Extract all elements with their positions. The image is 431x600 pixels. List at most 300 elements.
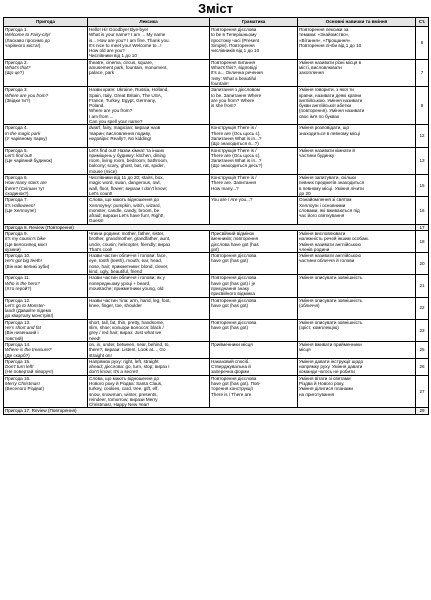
cell-line: He's short and fat — [5, 325, 41, 331]
cell-line: Where are you from? — [5, 92, 49, 98]
cell-line: Конструкція There is / — [211, 175, 257, 181]
cell-line: kind, ugly, beautiful, friend — [89, 269, 143, 275]
cell-line: Уміння описувати зовнішність — [299, 275, 363, 281]
cell-line: іменників; повторення — [211, 236, 259, 242]
page-number: 25 — [416, 341, 429, 358]
cell-line: wall, floor, flower; вирази I don't know; — [89, 185, 168, 191]
cell-line: Let's go to Monster- — [5, 302, 46, 308]
cell-line: There are (Ось щось є). — [211, 152, 261, 158]
adventure-cell — [4, 27, 88, 60]
cell-line: It's my cousin's bike — [5, 236, 46, 242]
lesson-row — [4, 297, 429, 319]
page-number: 29 — [416, 408, 429, 414]
page-number: 12 — [416, 125, 429, 147]
adventure-cell — [4, 375, 88, 408]
cell-line: частини будинку — [299, 152, 335, 158]
cell-line: Уміння говорити, з якої ти — [299, 87, 354, 93]
review-label: Пригода 17. Review (Повторення) — [4, 408, 416, 414]
cell-line: Пригода 15. — [5, 358, 31, 364]
cell-line: slim, shoe; кольори волосся: black / — [89, 325, 164, 331]
cell-line: (Де скарб?) — [5, 352, 30, 358]
cell-line: Who is the hero? — [5, 280, 40, 286]
cell-line: Різдва й Нового року. — [299, 381, 345, 386]
grammar-cell — [210, 253, 298, 275]
skills-cell — [298, 375, 416, 408]
page-number: 9 — [416, 87, 429, 125]
vocabulary-cell — [88, 175, 210, 197]
cell-line: Повторення дієслова — [211, 253, 257, 259]
cell-line: Пригода 14. — [5, 341, 31, 347]
grammar-cell — [210, 358, 298, 375]
cell-line: ahead; дієслова: go, turn, stop; вираз I — [89, 364, 170, 370]
vocabulary-cell — [88, 297, 210, 319]
adventure-cell — [4, 319, 88, 341]
cell-line: Уміння розповідати, що — [299, 125, 350, 131]
adventure-cell — [4, 87, 88, 125]
page-number: 7 — [416, 59, 429, 86]
cell-line: In the magic park — [5, 130, 41, 136]
cell-line: Уміння ділитися планами — [299, 386, 353, 392]
cell-line: захоплення — [299, 70, 324, 76]
cell-line: uncle, cousin; helicopter, friendly; вираз — [89, 241, 171, 247]
lesson-row — [4, 275, 429, 297]
cell-line: Повторення лічби від 1 до 10 — [299, 42, 362, 48]
vocabulary-cell — [88, 358, 210, 375]
cell-line: недовіри: Really?, No kidding! — [89, 135, 152, 141]
cell-line: (Це чарівний будинок) — [5, 158, 53, 164]
vocabulary-cell — [88, 125, 210, 147]
cell-line: There is / There are — [211, 391, 252, 397]
cell-line: Хеллоуїну: pumpkin, witch, wizard, — [89, 202, 161, 208]
cell-line: have got (has got) — [211, 325, 249, 331]
cell-line: eye, tooth (teeth), mouth, ear, head, — [89, 258, 163, 264]
cell-line: Пригода 4. — [5, 125, 28, 131]
cell-line: There are. Запитання — [211, 180, 257, 186]
adventure-cell — [4, 341, 88, 358]
cell-line: land! (Давайте підемо — [5, 308, 52, 314]
cell-line: (Звідки ти?) — [5, 97, 31, 103]
cell-line: сходинок?) — [5, 190, 29, 196]
cell-line: знаходиться в певному місці — [299, 130, 360, 136]
cell-line: Пригода 9. — [5, 230, 28, 236]
page-number: 20 — [416, 253, 429, 275]
page-number: 6 — [416, 27, 429, 60]
cell-line: theatre, cinema, circus, square, — [89, 59, 154, 65]
cell-line: англійською. Уміння називати — [299, 97, 363, 103]
cell-line: Уміння висловлювати — [299, 230, 346, 236]
cell-line: Уміння вживати прийменники — [299, 341, 362, 347]
cell-line: Пригода 5. — [5, 147, 28, 153]
cell-line: Let's count! — [89, 190, 113, 196]
cell-line: grey / red hair; вираз: Just what we — [89, 330, 162, 336]
cell-line: Пригода 6. — [5, 175, 28, 181]
cell-line: (обличчя) — [299, 302, 320, 308]
cell-line: Poland. — [89, 103, 105, 109]
cell-line: Уміння описувати зовнішність — [299, 297, 363, 303]
cell-line: Назви частин тіла: arm, hand, leg, foot, — [89, 297, 171, 303]
skills-cell — [298, 87, 416, 125]
cell-line: Запитання What is in...? — [211, 135, 262, 141]
cell-line: What's this?, відповіді — [211, 65, 257, 71]
grammar-cell — [210, 125, 298, 147]
cell-line: час його святкування — [299, 213, 345, 219]
cell-line: Пригода 12. — [5, 297, 31, 303]
page-number: 13 — [416, 147, 429, 174]
cell-line: присвійного відмінка — [211, 291, 255, 297]
cell-line: на приготування — [299, 391, 334, 397]
cell-line: Пригода 7. — [5, 197, 28, 203]
cell-line: Назви країн: Ukraine, Russia, Holland, — [89, 87, 169, 93]
cell-line: Пригода 1. — [5, 27, 28, 32]
lesson-row — [4, 125, 429, 147]
cell-line: країни, називати деякі країни — [299, 92, 362, 98]
adventure-cell — [4, 147, 88, 174]
cell-line: have got (has got) — [211, 258, 249, 264]
cell-line: Прийменники місця — [211, 341, 253, 347]
skills-cell — [298, 125, 416, 147]
cell-line: Члени родини: mother, father, sister, — [89, 230, 165, 236]
cell-line: напрямку руху. Уміння давати — [299, 364, 363, 370]
page-number: 26 — [416, 358, 429, 375]
grammar-cell — [210, 319, 298, 341]
cell-line: have got (has got). Пов- — [211, 381, 261, 386]
cell-line: Don't turn left! — [5, 364, 34, 370]
cell-line: Spain, Italy, Great Britain, The USA, — [89, 92, 163, 98]
cell-line: Simple). Повторення — [211, 42, 255, 48]
skills-cell — [298, 147, 416, 174]
cell-line: How many...? — [211, 185, 239, 191]
cell-line: Числівники від 11 до 20; stairs, box, — [89, 175, 164, 181]
adventure-cell — [4, 275, 88, 297]
cell-line: тварин; висловлення подиву, — [89, 130, 151, 136]
cell-line: Пригода 2. — [5, 59, 28, 65]
cell-line: певних предметів знаходиться — [299, 180, 365, 186]
cell-line: (Це Хеллоуїн!) — [5, 207, 37, 213]
cell-line: Запитання What is in...? — [211, 158, 262, 164]
adventure-cell — [4, 197, 88, 224]
cell-line: Уміння описувати зовнішність — [299, 319, 363, 325]
cell-line: It's Halloween! — [5, 202, 35, 208]
cell-line: Пригода 16. — [5, 375, 31, 381]
cell-line: Запитання з дієсловом — [211, 87, 260, 93]
cell-line: Пригода 13. — [5, 319, 31, 325]
adventure-cell — [4, 297, 88, 319]
cell-line: to be в Теперішньому — [211, 32, 257, 38]
cell-line: своє ім'я по буквах — [299, 113, 340, 119]
vocabulary-cell — [88, 319, 210, 341]
cell-line: типу: What a beautiful — [211, 75, 257, 81]
cell-line: palace, park — [89, 70, 115, 76]
cell-line: amusement park, fountain, monument, — [89, 65, 168, 71]
adventure-cell — [4, 358, 88, 375]
lesson-row — [4, 197, 429, 224]
header-page: Ст. — [416, 18, 429, 27]
skills-cell — [298, 230, 416, 252]
cell-line: there?; вирази: Listen!, Look at..., Go — [89, 347, 166, 353]
cell-line: Повторення дієслова — [211, 275, 257, 281]
grammar-cell — [210, 275, 298, 297]
vocabulary-cell — [88, 253, 210, 275]
lesson-row — [4, 230, 429, 252]
cell-line: on, in, under, between, near, behind, to, — [89, 341, 170, 347]
cell-line: France, Turkey, Egypt, Germany, — [89, 97, 156, 103]
cell-line: приєднання знаку — [211, 285, 250, 291]
cell-line: попередньому уроці + beard, — [89, 280, 151, 286]
lesson-row — [4, 375, 429, 408]
grammar-cell — [210, 147, 298, 174]
cell-line: Guess! — [89, 218, 104, 224]
lesson-row — [4, 253, 429, 275]
cell-line: до 20 — [299, 190, 311, 196]
cell-line: (Хто герой?) — [5, 285, 32, 291]
vocabulary-cell — [88, 59, 210, 86]
review-label: Пригода 8. Review (Повторення) — [4, 224, 416, 230]
cell-line: Напрямок руху: right, left, straight — [89, 358, 159, 364]
cell-line: are you from? Where — [211, 97, 255, 103]
cell-line: числівників від 1 до 10 — [211, 48, 260, 54]
cell-line: have got (has got) — [211, 302, 249, 308]
cell-line: Уміння називати кімнати й — [299, 147, 355, 153]
skills-cell — [298, 297, 416, 319]
cell-line: Слова, що мають відношення до — [89, 375, 160, 381]
skills-cell — [298, 197, 416, 224]
grammar-cell — [210, 297, 298, 319]
adventure-cell — [4, 125, 88, 147]
cell-line: reindeer, tomorrow; вирази Merry — [89, 396, 158, 402]
cell-line: Повторення лексики за — [299, 27, 349, 32]
vocabulary-cell — [88, 230, 210, 252]
cell-line: How old are you? — [89, 48, 125, 54]
cell-line: Can you spell your name? — [89, 119, 143, 125]
skills-cell — [298, 319, 416, 341]
page-number: 23 — [416, 319, 429, 341]
grammar-cell — [210, 27, 298, 60]
cell-line: need! — [89, 335, 101, 341]
lesson-row — [4, 87, 429, 125]
cell-line: «Вітання», «Прощання». — [299, 37, 352, 43]
cell-line: Let's find out! — [5, 152, 33, 158]
page-number: 21 — [416, 275, 429, 297]
vocabulary-cell — [88, 87, 210, 125]
cell-line: (Ласкаво просимо до — [5, 37, 50, 43]
skills-cell — [298, 59, 416, 86]
contents-table — [3, 17, 429, 415]
cell-line: Christmas!, Happy New Year! — [89, 402, 149, 408]
header-skills: Основні навички та вміння — [298, 18, 416, 27]
cell-line: Уміння запитувати, скільки — [299, 175, 356, 181]
cell-line: is... How are you? I am fine. Thank you. — [89, 37, 170, 43]
cell-line: room, living room, bedroom, bathroom, — [89, 158, 169, 164]
cell-line: monster, candle, candy, broom, be — [89, 207, 160, 213]
cell-line: knee, finger, toe, shoulder — [89, 302, 142, 308]
vocabulary-cell — [88, 275, 210, 297]
cell-line: to be. Запитання Where — [211, 92, 262, 98]
cell-line: Повторення дієслова — [211, 375, 257, 381]
page-number: 18 — [416, 230, 429, 252]
adventure-cell — [4, 59, 88, 86]
cell-line: You are / Are you...? — [211, 197, 253, 203]
adventure-cell — [4, 230, 88, 252]
header-grammar: Граматика — [210, 18, 298, 27]
cell-line: snow, snowman, winter, presents, — [89, 391, 158, 397]
lesson-row — [4, 147, 429, 174]
cell-line: afraid; вирази Let's have fun!, Right!, — [89, 213, 165, 219]
cell-line: mouse (mice) — [89, 168, 117, 174]
lesson-row — [4, 341, 429, 358]
cell-line: is she from? — [211, 103, 237, 109]
cell-line: Стверджувальна й — [211, 364, 251, 370]
cell-line: Конструкція There is / — [211, 125, 257, 131]
cell-line: Уміння називати англійською — [299, 241, 361, 247]
skills-cell — [298, 275, 416, 297]
cell-line: в певному місці. Уміння лічити — [299, 185, 364, 191]
cell-line: I am from ... — [89, 113, 114, 119]
cell-line: простому часі (Present — [211, 37, 260, 43]
page-number: 22 — [416, 297, 429, 319]
cell-line: місця — [299, 347, 311, 353]
cell-line: moustache; прикметники young, old — [89, 285, 164, 291]
lesson-row — [4, 59, 429, 86]
cell-line: Повторення питання — [211, 59, 255, 65]
cell-line: чарівного міста!) — [5, 42, 41, 48]
cell-line: What is your name? I am ... My name — [89, 32, 166, 38]
cell-line: There are (Ось щось є). — [211, 130, 261, 136]
cell-line: Уміння вітати зі святами — [299, 375, 351, 381]
cell-line: Пригода 10. — [5, 253, 31, 259]
cell-line: Повторення дієслова — [211, 319, 257, 325]
cell-line: Ознайомлення зі святом — [299, 197, 352, 203]
cell-line: Повторення дієслова — [211, 297, 257, 303]
cell-line: What's that? — [5, 65, 31, 71]
cell-line: Уміння називати англійською — [299, 253, 361, 259]
cell-line: (Що знаходиться в...?) — [211, 141, 259, 147]
cell-line: членів родини — [299, 246, 330, 252]
skills-cell — [298, 341, 416, 358]
grammar-cell — [210, 197, 298, 224]
cell-line: Нового року й Різдва: Santa Claus, — [89, 381, 163, 386]
cell-line: Let's find out! Назви кімнат та інших — [89, 147, 165, 153]
cell-line: (повторення). Уміння називати — [299, 108, 365, 114]
cell-line: there? (Скільки тут — [5, 185, 45, 191]
lesson-row — [4, 175, 429, 197]
cell-line: Наказовий спосіб. — [211, 358, 250, 364]
cell-line: fountain! — [211, 80, 229, 86]
vocabulary-cell — [88, 197, 210, 224]
skills-cell — [298, 27, 416, 60]
cell-line: balcony; scary, ghost, bat, rat, spider, — [89, 163, 165, 169]
cell-line: команди чогось не робити — [299, 369, 355, 375]
grammar-cell — [210, 341, 298, 358]
cell-line: частини обличчя й голови — [299, 258, 355, 264]
cell-line: Уміння давати інструкції щодо — [299, 358, 364, 364]
cell-line: short, tall, fat, thin, pretty, handsome, — [89, 319, 165, 325]
vocabulary-cell — [88, 375, 210, 408]
grammar-cell — [210, 230, 298, 252]
vocabulary-cell — [88, 341, 210, 358]
cell-line: Merry Christmas! — [5, 381, 40, 386]
adventure-cell — [4, 253, 88, 275]
cell-line: Назви частин обличчя і голови; як у — [89, 275, 165, 281]
cell-line: темами: «Знайомство», — [299, 32, 350, 38]
cell-line: (Це велосипед моєї — [5, 241, 47, 247]
cell-line: дієслова have got (has — [211, 241, 259, 247]
cell-line: Пригода 3. — [5, 87, 28, 93]
cell-line: Присвійний відмінок — [211, 230, 255, 236]
cell-line: Пригода 11. — [5, 275, 31, 281]
cell-line: кузини) — [5, 246, 21, 252]
cell-line: dwarf, fairy, magician; вирази назв — [89, 125, 161, 131]
cell-line: It's a... Оклична речення — [211, 70, 263, 76]
cell-line: Числівники від 1 до 10 — [89, 53, 137, 59]
cell-line: That's cool! — [89, 246, 113, 252]
cell-line: торення конструкції — [211, 386, 253, 392]
cell-line: brother, grandmother, grandfather, aunt, — [89, 236, 171, 242]
skills-cell — [298, 358, 416, 375]
cell-line: straight on! — [89, 352, 112, 358]
lesson-row — [4, 358, 429, 375]
cell-line: turkey, cookies, card, tree, gift, elf, — [89, 386, 159, 392]
grammar-cell — [210, 375, 298, 408]
lesson-row — [4, 319, 429, 341]
cell-line: (У чарівному парку) — [5, 135, 48, 141]
page-number: 16 — [416, 197, 429, 224]
cell-line: (Він має великі зуби) — [5, 263, 50, 269]
cell-line: місті, висловлювати — [299, 65, 342, 71]
page-number: 27 — [416, 375, 429, 408]
cell-line: Where is the treasure? — [5, 347, 52, 353]
cell-line: приміщень у будинку: kitchen, dining — [89, 152, 166, 158]
page-title: Зміст — [198, 1, 233, 16]
page-number: 17 — [416, 224, 429, 230]
cell-line: Welcome to Fairy-city! — [5, 32, 51, 38]
cell-line: (Він низенький і — [5, 330, 39, 336]
cell-line: have got (has got) і je — [211, 280, 256, 286]
grammar-cell — [210, 59, 298, 86]
cell-line: He's got big teeth! — [5, 258, 42, 264]
vocabulary-cell — [88, 27, 210, 60]
cell-line: належність речей іншим особам. — [299, 236, 369, 242]
cell-line: don't know; It's a secret! — [89, 369, 138, 375]
cell-line: Слова, що мають відношення до — [89, 197, 160, 203]
cell-line: (Не повертай ліворуч!) — [5, 369, 54, 375]
cell-line: It's nice to meet you! Welcome to...! — [89, 42, 162, 48]
cell-line: got) — [211, 246, 219, 252]
cell-line: до кварталу монстрів!) — [5, 313, 54, 319]
lesson-row — [4, 27, 429, 60]
cell-line: Where are you from? — [89, 108, 133, 114]
header-row — [4, 18, 429, 27]
cell-line: словами, які вживаються під — [299, 207, 360, 213]
cell-line: Повторення дієслова — [211, 27, 257, 32]
cell-line: Уміння називати різні місця в — [299, 59, 362, 65]
cell-line: Назви частин обличчя і голови: face, — [89, 253, 167, 259]
cell-line: Хеллоуїн і основними — [299, 202, 346, 208]
header-vocabulary: Лексика — [88, 18, 210, 27]
skills-cell — [298, 253, 416, 275]
cell-line: (зріст, комплекцію) — [299, 325, 339, 331]
grammar-cell — [210, 87, 298, 125]
cell-line: товстий) — [5, 335, 24, 341]
skills-cell — [298, 175, 416, 197]
adventure-cell — [4, 175, 88, 197]
cell-line: заперечна форми — [211, 369, 250, 375]
cell-line: букви англійської абетки — [299, 103, 352, 109]
header-adventure: Пригода — [4, 18, 88, 27]
cell-line: Конструкція There is / — [211, 147, 257, 153]
page-number: 15 — [416, 175, 429, 197]
cell-line: Hello! Hi! Goodbye! Bye-bye! — [89, 27, 149, 32]
review-row — [4, 408, 429, 414]
